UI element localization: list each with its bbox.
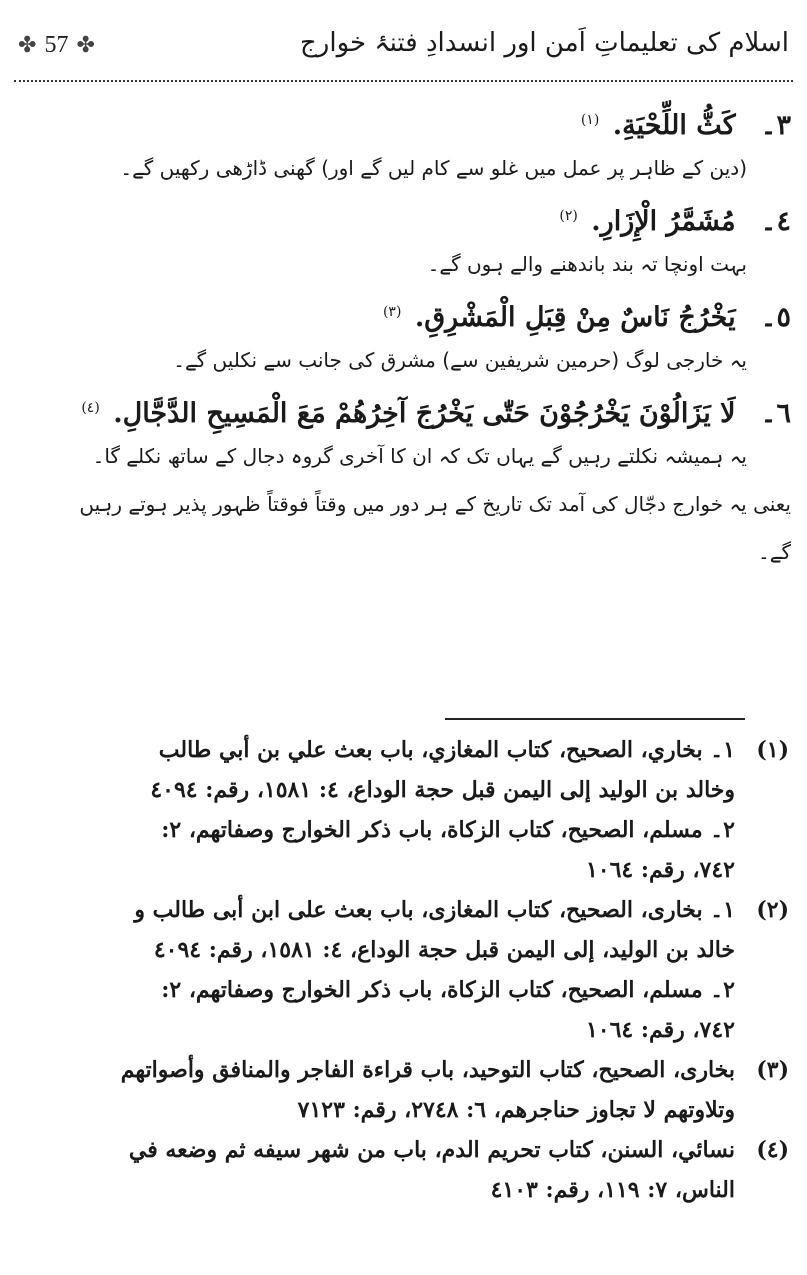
footnote bbox=[36, 1050, 789, 1130]
urdu-translation: یہ خارجی لوگ (حرمین شریفین سے) مشرق کی جانب سے نکلیں گے۔ bbox=[173, 348, 747, 372]
header-divider bbox=[14, 80, 793, 82]
footnote-mark: (٣) bbox=[756, 1057, 789, 1083]
item-number: ٤۔ bbox=[760, 206, 791, 237]
hadith-line bbox=[12, 192, 791, 240]
footnote-separator bbox=[445, 718, 745, 720]
hadith-line bbox=[12, 96, 791, 144]
footnote-text: وتلاوتهم لا تجاوز حناجرهم، ٦: ٢٧٤٨، رقم: ٧١٢٣ bbox=[297, 1097, 735, 1123]
ornament-icon: ✤ bbox=[18, 33, 37, 58]
arabic-text: يَخْرُجُ نَاسٌ مِنْ قِبَلِ الْمَشْرِقِ. bbox=[414, 302, 736, 333]
footnote-ref: (٢) bbox=[559, 208, 578, 224]
footnote-ref: (٤) bbox=[81, 400, 100, 416]
footnote-text: ٧٤٢، رقم: ١٠٦٤ bbox=[585, 857, 735, 883]
urdu-translation: یہ ہمیشہ نکلتے رہیں گے یہاں تک کہ ان کا آخری گروہ دجال کے ساتھ نکلے گا۔ bbox=[92, 444, 747, 468]
arabic-text: كَثُّ اللِّحْيَةِ. bbox=[612, 110, 736, 141]
hadith-line bbox=[12, 384, 791, 432]
closing-paragraph: یعنی یہ خوارج دجّال کی آمد تک تاریخ کے ہر دور میں وقتاً فوقتاً ظہور پذیر ہوتے رہیں bbox=[79, 492, 791, 516]
footnote-text: ٢۔ مسلم، الصحيح، كتاب الزكاة، باب ذكر الخوارج وصفاتهم، ٢: bbox=[161, 817, 735, 843]
footnote-ref: (٣) bbox=[382, 304, 402, 320]
closing-paragraph: گے۔ bbox=[758, 540, 791, 564]
footnote bbox=[36, 1130, 789, 1210]
page-header bbox=[14, 26, 793, 72]
footnote-text: نسائي، السنن، كتاب تحريم الدم، باب من شهر سيفه ثم وضعه في bbox=[128, 1137, 735, 1163]
main-text bbox=[12, 96, 791, 576]
urdu-translation: (دین کے ظاہر پر عمل میں غلو سے کام لیں گے اور) گھنی ڈاڑھی رکھیں گے۔ bbox=[120, 156, 747, 180]
footnote-mark: (٤) bbox=[756, 1137, 789, 1163]
page-number: 57 bbox=[44, 32, 69, 58]
running-title: اسلام کی تعلیماتِ اَمن اور انسدادِ فتنۂ خوارج bbox=[300, 28, 789, 58]
footnote-text: خالد بن الولید، إلی الیمن قبل حجة الوداع، ٤: ١٥٨١، رقم: ٤٠٩٤ bbox=[153, 937, 735, 963]
arabic-text: مُشَمَّرُ الْإِزَارِ. bbox=[591, 206, 736, 237]
footnote-text: ٧٤٢، رقم: ١٠٦٤ bbox=[585, 1017, 735, 1043]
footnote-mark: (٢) bbox=[756, 897, 789, 923]
footnote-text: ١۔ بخاري، الصحيح، كتاب المغازي، باب بعث علي بن أبي طالب bbox=[158, 737, 735, 763]
ornament-icon: ✤ bbox=[76, 33, 95, 58]
footnotes bbox=[36, 730, 789, 1210]
hadith-line bbox=[12, 288, 791, 336]
footnote bbox=[36, 890, 789, 1050]
footnote-text: بخاری، الصحیح، کتاب التوحید، باب قراءة الفاجر والمنافق وأصواتهم bbox=[120, 1057, 735, 1083]
item-number: ٣۔ bbox=[760, 110, 791, 141]
footnote-text: الناس، ٧: ١١٩، رقم: ٤١٠٣ bbox=[490, 1177, 735, 1203]
item-number: ٥۔ bbox=[760, 302, 791, 333]
footnote-mark: (١) bbox=[756, 737, 789, 763]
item-number: ٦۔ bbox=[760, 398, 791, 429]
urdu-translation: بہت اونچا تہ بند باندھنے والے ہوں گے۔ bbox=[427, 252, 747, 276]
footnote-ref: (١) bbox=[580, 112, 600, 128]
arabic-text: لَا يَزَالُوْنَ يَخْرُجُوْنَ حَتّٰى يَخْرُجَ آخِرُهُمْ مَعَ الْمَسِيحِ الدَّجَّالِ. bbox=[113, 398, 736, 429]
footnote-text: وخالد بن الوليد إلى اليمن قبل حجة الوداع، ٤: ١٥٨١، رقم: ٤٠٩٤ bbox=[150, 777, 735, 803]
footnote-text: ١۔ بخاری، الصحیح، کتاب المغازی، باب بعث علی ابن أبی طالب و bbox=[134, 897, 735, 923]
page-number-box bbox=[18, 32, 95, 59]
footnote bbox=[36, 730, 789, 890]
footnote-text: ٢۔ مسلم، الصحیح، کتاب الزکاة، باب ذکر الخوارج وصفاتهم، ٢: bbox=[161, 977, 735, 1003]
